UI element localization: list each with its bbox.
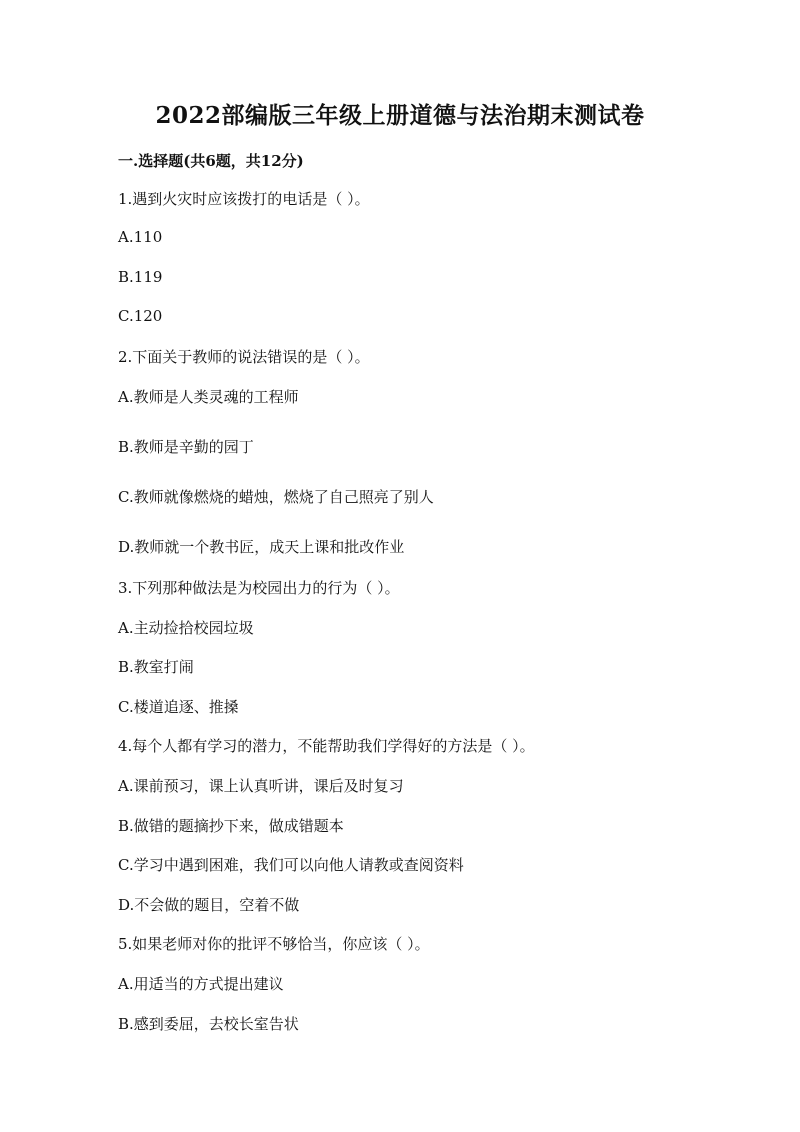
question-2-stem: 2.下面关于教师的说法错误的是（ ）。 <box>118 348 370 366</box>
question-3-option-c: C.楼道追逐、推搡 <box>118 698 239 716</box>
question-3-stem: 3.下列那种做法是为校园出力的行为（ ）。 <box>118 579 400 597</box>
question-2-option-a: A.教师是人类灵魂的工程师 <box>118 388 299 406</box>
question-3-option-b: B.教室打闹 <box>118 658 194 676</box>
question-4-option-a: A.课前预习，课上认真听讲，课后及时复习 <box>118 777 404 795</box>
question-1-option-b: B.119 <box>118 268 163 286</box>
question-2-option-c: C.教师就像燃烧的蜡烛，燃烧了自己照亮了别人 <box>118 488 434 506</box>
question-5-stem: 5.如果老师对你的批评不够恰当，你应该（ ）。 <box>118 935 430 953</box>
question-4-option-b: B.做错的题摘抄下来，做成错题本 <box>118 817 344 835</box>
question-2-option-b: B.教师是辛勤的园丁 <box>118 438 254 456</box>
question-5-option-b: B.感到委屈，去校长室告状 <box>118 1015 299 1033</box>
question-4-option-c: C.学习中遇到困难，我们可以向他人请教或查阅资料 <box>118 856 464 874</box>
page-title: 2022部编版三年级上册道德与法治期末测试卷 <box>155 102 645 129</box>
question-4-option-d: D.不会做的题目，空着不做 <box>118 896 300 914</box>
question-1-option-c: C.120 <box>118 307 163 325</box>
section-heading: 一.选择题(共6题，共12分) <box>118 152 304 170</box>
question-3-option-a: A.主动捡拾校园垃圾 <box>118 619 254 637</box>
question-2-option-d: D.教师就一个教书匠，成天上课和批改作业 <box>118 538 405 556</box>
question-1-option-a: A.110 <box>118 228 163 246</box>
question-5-option-a: A.用适当的方式提出建议 <box>118 975 284 993</box>
question-4-stem: 4.每个人都有学习的潜力，不能帮助我们学得好的方法是（ ）。 <box>118 737 535 755</box>
question-1-stem: 1.遇到火灾时应该拨打的电话是（ ）。 <box>118 190 370 208</box>
